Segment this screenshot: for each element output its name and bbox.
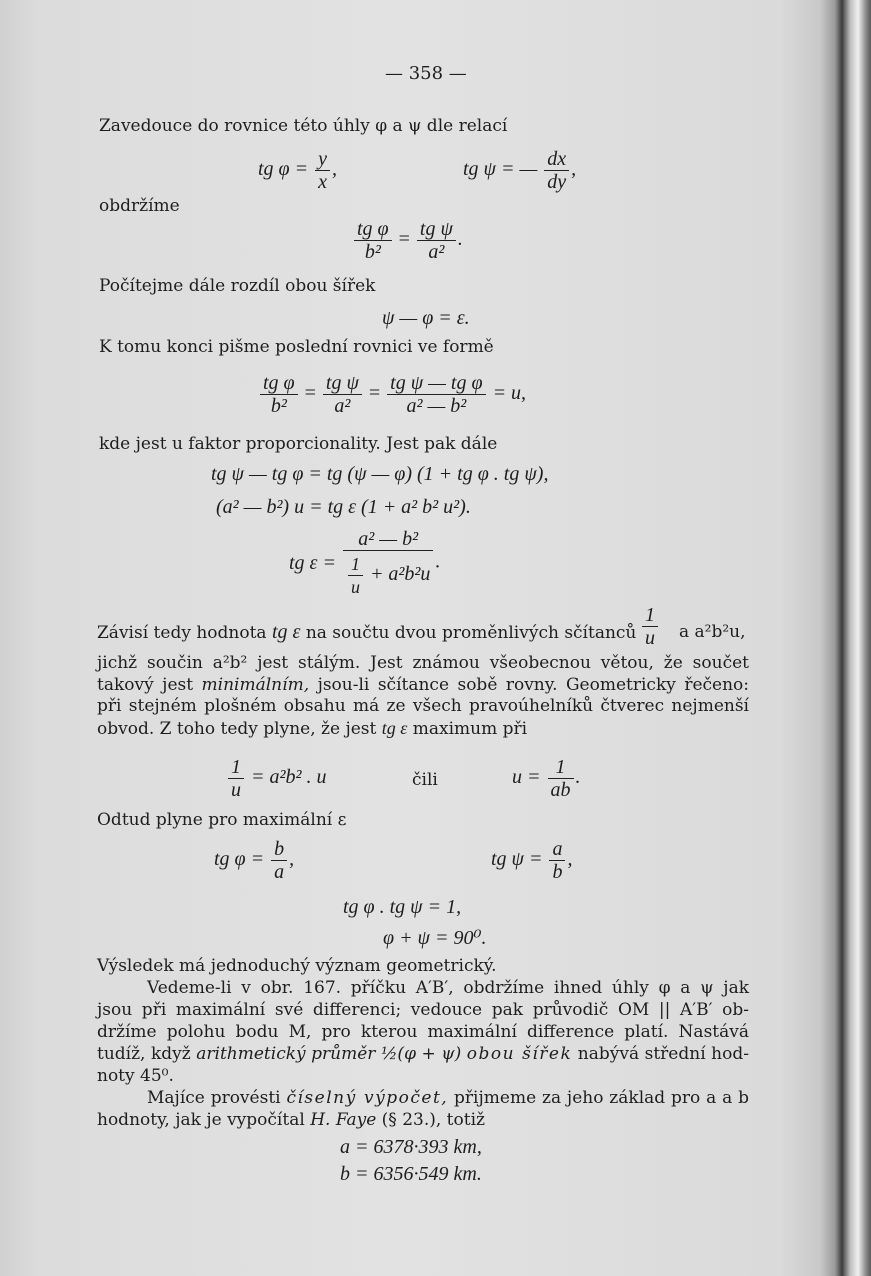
equation-sum: φ + ψ = 90⁰. <box>383 927 487 949</box>
equation-tg-difference: tg ψ — tg φ = tg (ψ — φ) (1 + tg φ . tg ψ), <box>211 463 549 485</box>
equation-tg-psi-max: tg ψ = $\frac{a}{b}$ , <box>491 838 573 883</box>
text-line: Závisí tedy hodnota tg ε na součtu dvou proměnlivých sčítanců <box>97 621 637 643</box>
text-line: Výsledek má jednoduchý význam geometrický. <box>97 956 497 976</box>
text-line: Odtud plyne pro maximální ε <box>97 810 347 830</box>
text-line: K tomu konci pišme poslední rovnici ve formě <box>99 337 494 357</box>
paragraph: Majíce provésti číselný výpočet, přijmeme za jeho základ pro a a b hodnoty, jak je vypočítal H. Faye (§ 23.), totiž <box>97 1088 749 1130</box>
equation-product: tg φ . tg ψ = 1, <box>343 896 462 918</box>
equation-tg-psi: tg ψ = — $\frac{dx}{dy}$ , <box>463 148 577 193</box>
page-number: — 358 — <box>385 63 467 84</box>
text-line: a a²b²u, <box>679 622 746 642</box>
equation-u-value: u = $\frac{1}{ab}$ . <box>512 756 581 801</box>
text-line: kde jest u faktor proporcionality. Jest pak dále <box>99 434 498 454</box>
fraction-one-over-u: $\frac{1}{u}$ <box>640 604 660 649</box>
text-line: Zavedouce do rovnice této úhly φ a ψ dle relací <box>99 116 508 136</box>
equation-b-value: b = 6356·549 km. <box>340 1163 482 1185</box>
text-line: obdržíme <box>99 196 180 216</box>
equation-difference: ψ — φ = ε. <box>382 307 470 329</box>
equation-tg-phi-max: tg φ = $\frac{b}{a}$ , <box>214 838 295 883</box>
equation-tg-epsilon: tg ε = a² — b² $\frac{1}{u}$ + a²b²u . <box>289 528 441 597</box>
text-line: čili <box>412 770 438 790</box>
equation-tg-phi: tg φ = $\frac{y}{x}$ , <box>258 148 338 193</box>
equation-ratio: $\frac{\text{tg φ}}{\text{b²}}$ = $\frac{\text{tg ψ}}{\text{a²}}$ . <box>352 218 463 263</box>
equation-u: $\frac{\text{tg φ}}{\text{b²}}$ = $\frac{\text{tg ψ}}{\text{a²}}$ = $\frac{\text{tg ψ — tg φ}}{\text{a² — b²}}$ = u, <box>258 372 526 417</box>
paragraph: jichž součin a²b² jest stálým. Jest známou všeobecnou větou, že součet takový jest minimálním, jsou-li sčítance sobě rovny. Geometricky řečeno: při stejném plošném obsahu má ze všech pravoúhelníků čtverec nejmenší obvod. Z toho tedy plyne, že jest tg ε maximum při <box>97 653 749 739</box>
equation-u-condition: $\frac{1}{u}$ = a²b² . u <box>226 756 327 801</box>
text-line: Počítejme dále rozdíl obou šířek <box>99 276 376 296</box>
equation-u-expansion: (a² — b²) u = tg ε (1 + a² b² u²). <box>216 496 471 518</box>
equation-a-value: a = 6378·393 km, <box>340 1136 482 1158</box>
paragraph: Vedeme-li v obr. 167. příčku A′B′, obdržíme ihned úhly φ a ψ jak jsou při maximální své differenci; vedouce pak průvodič OM || A′B′ ob- držíme polohu bodu M, pro kterou maximální difference platí. Nastává tudíž, když arithmetický průměr ½(φ + ψ) obou šířek nabývá střední hod- noty 45⁰. <box>97 978 749 1086</box>
